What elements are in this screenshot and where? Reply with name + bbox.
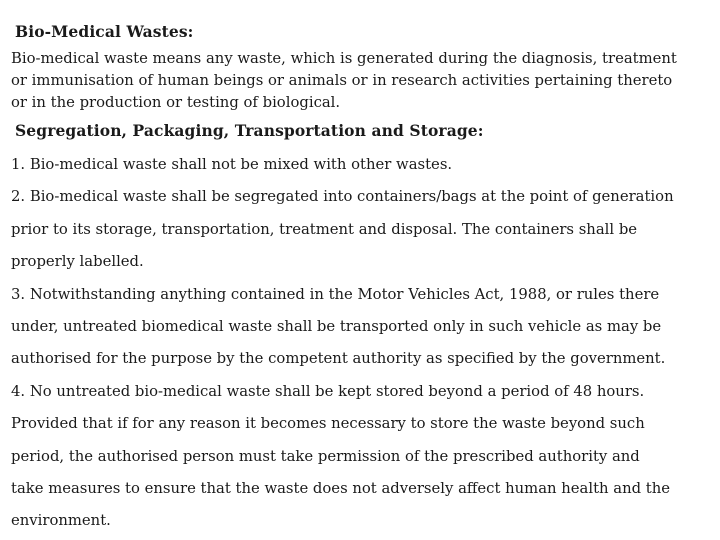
text-line: take measures to ensure that the waste does not adversely affect human health and the	[11, 480, 671, 498]
text-line: 4. No untreated bio-medical waste shall be kept stored beyond a period of 48 hours.	[11, 382, 645, 400]
text-line: or in the production or testing of biological.	[11, 94, 341, 111]
text-line: authorised for the purpose by the competent authority as specified by the government.	[11, 350, 666, 368]
text-line: 2. Bio-medical waste shall be segregated into containers/bags at the point of generation	[11, 188, 674, 206]
text-line: or immunisation of human beings or animals or in research activities pertaining thereto	[11, 72, 673, 89]
text-line: 1. Bio-medical waste shall not be mixed with other wastes.	[11, 156, 453, 173]
text-line: Bio-medical waste means any waste, which is generated during the diagnosis, treatment	[11, 50, 677, 67]
text-line: prior to its storage, transportation, treatment and disposal. The containers shall be	[11, 220, 638, 238]
section-heading-bio-medical-wastes: Bio-Medical Wastes:	[15, 22, 194, 41]
definition-paragraph	[11, 48, 716, 114]
text-line: under, untreated biomedical waste shall be transported only in such vehicle as may be	[11, 318, 662, 336]
section-heading-segregation: Segregation, Packaging, Transportation and Storage:	[15, 121, 484, 140]
text-line: period, the authorised person must take permission of the prescribed authority and	[11, 447, 640, 465]
text-line: environment.	[11, 512, 111, 530]
rules-list	[11, 149, 716, 538]
text-line: 3. Notwithstanding anything contained in the Motor Vehicles Act, 1988, or rules there	[11, 285, 660, 303]
text-line: Provided that if for any reason it becomes necessary to store the waste beyond such	[11, 415, 645, 433]
text-line: properly labelled.	[11, 253, 144, 271]
